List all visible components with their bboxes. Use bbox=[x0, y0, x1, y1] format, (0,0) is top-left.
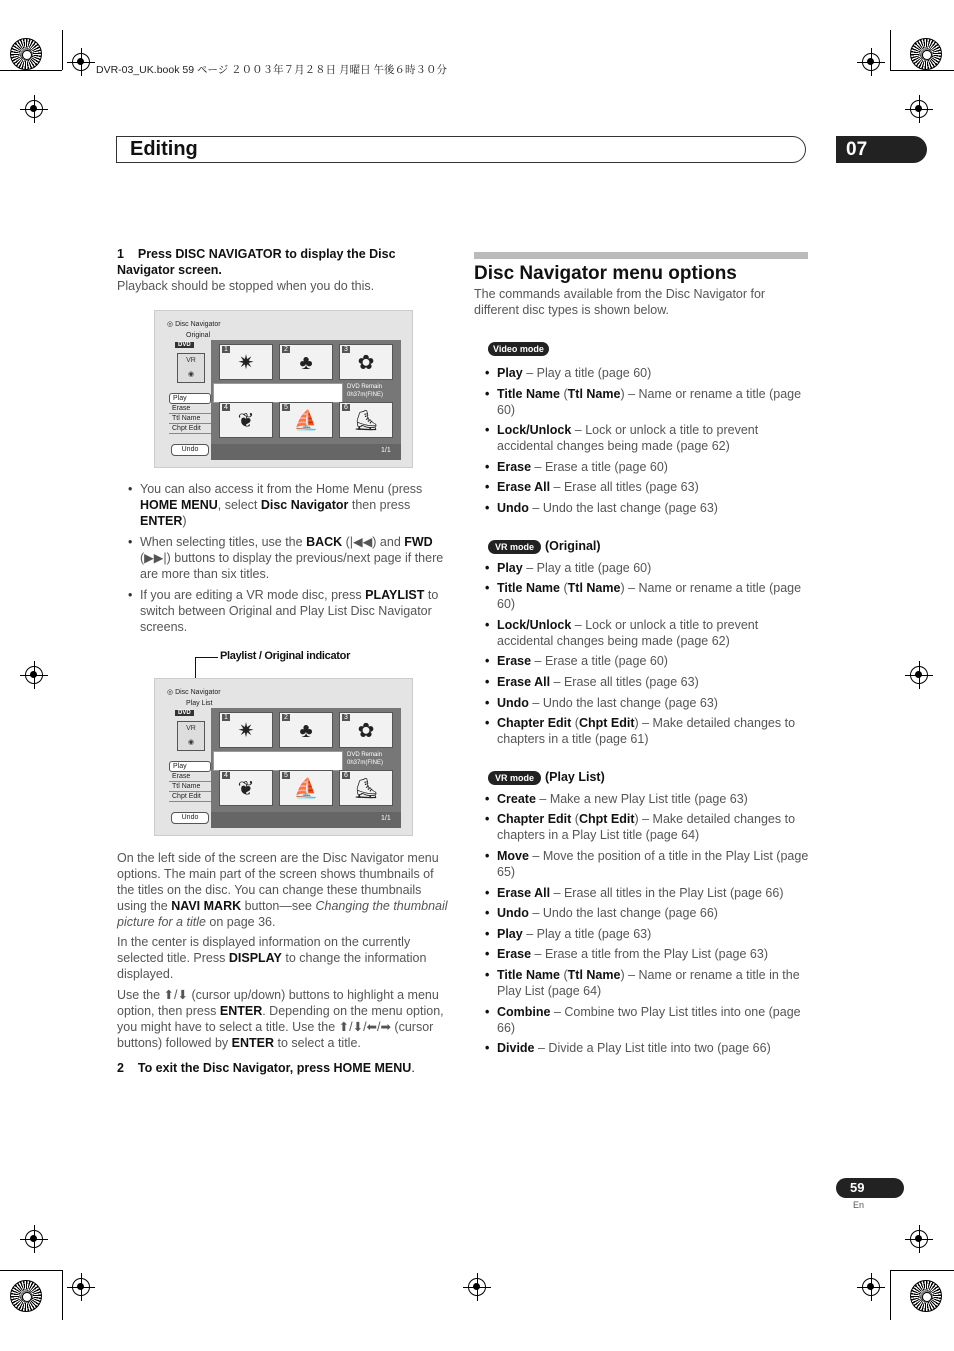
step-2 bbox=[117, 1060, 457, 1076]
menu-option-item bbox=[485, 1040, 809, 1056]
thumb-number: 5 bbox=[284, 772, 288, 779]
option-description: – Erase all titles (page 63) bbox=[550, 480, 699, 494]
option-text: ( bbox=[571, 812, 579, 826]
menu-option-item bbox=[485, 715, 809, 747]
option-name: Erase All bbox=[497, 886, 551, 900]
dvd-remain-label: DVD Remain bbox=[347, 752, 383, 758]
sailboat-icon: ⛵ bbox=[293, 410, 319, 432]
dvd-remain bbox=[347, 751, 383, 767]
option-description: ) – Make detailed changes to chapters in a Play List title (page 64) bbox=[497, 812, 796, 842]
option-description: – Erase a title (page 60) bbox=[531, 654, 668, 668]
menu-erase[interactable]: Erase bbox=[169, 404, 211, 414]
option-description: – Undo the last change (page 63) bbox=[528, 501, 718, 515]
option-short-name: Ttl Name bbox=[567, 968, 621, 982]
menu-option-item bbox=[485, 946, 809, 962]
crop-mark bbox=[890, 30, 891, 70]
option-name: Undo bbox=[497, 696, 529, 710]
step-1-line1: Press DISC NAVIGATOR to display the Disc bbox=[137, 247, 396, 261]
bullet-dot: • bbox=[485, 927, 490, 941]
option-description: – Make a new Play List title (page 63) bbox=[535, 792, 748, 806]
bullet-dot: • bbox=[485, 696, 490, 710]
para-bold: ENTER bbox=[219, 1004, 263, 1018]
screen-title bbox=[167, 688, 221, 696]
menu-option-item bbox=[485, 386, 809, 418]
callout-line bbox=[195, 657, 218, 658]
option-description: – Erase all titles (page 63) bbox=[550, 675, 699, 689]
option-name: Title Name bbox=[497, 387, 560, 401]
menu-option-item bbox=[485, 580, 809, 612]
bullet-dot: • bbox=[485, 886, 490, 900]
option-description: – Move the position of a title in the Play List (page 65) bbox=[497, 849, 809, 879]
bullet-dot: • bbox=[485, 366, 490, 380]
option-name: Erase bbox=[497, 654, 532, 668]
section-heading: Disc Navigator menu options bbox=[474, 263, 737, 284]
title-info-box bbox=[213, 383, 343, 403]
crop-mark bbox=[890, 1270, 891, 1320]
para-bold: NAVI MARK bbox=[171, 899, 242, 913]
para-text: In the center is displayed information on the currently selected title. Press bbox=[117, 935, 411, 965]
vr-playlist-label: (Play List) bbox=[545, 770, 605, 784]
mode-indicator: Play List bbox=[186, 700, 213, 707]
bullet-dot: • bbox=[485, 460, 490, 474]
menu-option-item bbox=[485, 885, 809, 901]
bullet-bold: BACK bbox=[306, 535, 343, 549]
registration-mark-icon bbox=[72, 1278, 90, 1296]
menu-option-item bbox=[485, 617, 809, 649]
bullet-dot: • bbox=[485, 423, 490, 437]
leaf-icon: ✷ bbox=[237, 352, 255, 374]
thumb-number: 1 bbox=[224, 714, 228, 721]
registration-mark-icon bbox=[468, 1278, 486, 1296]
thumbnail-area bbox=[211, 708, 401, 812]
dvd-remain bbox=[347, 383, 383, 399]
bullet-text: , select bbox=[217, 498, 261, 512]
bullet-dot: • bbox=[485, 849, 490, 863]
title-thumbnail[interactable] bbox=[279, 712, 333, 748]
bird-icon: ❦ bbox=[237, 778, 255, 800]
color-registration-icon bbox=[10, 1280, 42, 1312]
thumb-number: 1 bbox=[224, 346, 228, 353]
title-thumbnail[interactable] bbox=[339, 402, 393, 438]
option-text: ( bbox=[571, 716, 579, 730]
bullet-bold: Disc Navigator bbox=[260, 498, 349, 512]
option-name: Combine bbox=[497, 1005, 551, 1019]
thumb-number: 6 bbox=[344, 772, 348, 779]
crop-mark bbox=[62, 1270, 63, 1320]
option-description: ) – Name or rename a title (page 60) bbox=[497, 387, 802, 417]
disc-type-icon: VR ◉ bbox=[177, 353, 205, 383]
bullet-item bbox=[128, 587, 450, 635]
skater-icon: ⛸ bbox=[353, 410, 379, 432]
thumb-number: 4 bbox=[224, 772, 228, 779]
undo-button[interactable]: Undo bbox=[171, 444, 209, 456]
bullet-dot: • bbox=[485, 792, 490, 806]
title-thumbnail[interactable] bbox=[279, 770, 333, 806]
menu-option-item bbox=[485, 365, 809, 381]
menu-option-item bbox=[485, 905, 809, 921]
option-short-name: Chpt Edit bbox=[578, 812, 635, 826]
option-name: Create bbox=[497, 792, 536, 806]
vr-mode-tag: VR mode bbox=[488, 540, 541, 554]
option-description: – Undo the last change (page 66) bbox=[528, 906, 718, 920]
tree-icon: ♣ bbox=[299, 720, 313, 742]
bullet-dot: • bbox=[485, 716, 490, 730]
crop-mark bbox=[890, 1270, 954, 1271]
menu-option-item bbox=[485, 560, 809, 576]
para-bold: ENTER bbox=[231, 1036, 275, 1050]
menu-option-item bbox=[485, 811, 809, 843]
thumb-number: 4 bbox=[224, 404, 228, 411]
menu-option-item bbox=[485, 653, 809, 669]
option-name: Divide bbox=[497, 1041, 535, 1055]
title-info-box bbox=[213, 751, 343, 771]
para-bold: DISPLAY bbox=[228, 951, 282, 965]
registration-mark-icon bbox=[862, 1278, 880, 1296]
thumb-number: 3 bbox=[344, 346, 348, 353]
option-name: Undo bbox=[497, 501, 529, 515]
disc-icon: ◎ bbox=[167, 689, 176, 696]
bullet-dot: • bbox=[485, 906, 490, 920]
para-text: to change the information displayed. bbox=[117, 951, 427, 981]
bottom-bar bbox=[211, 812, 401, 828]
title-thumbnail[interactable] bbox=[219, 770, 273, 806]
option-description: – Lock or unlock a title to prevent accidental changes being made (page 62) bbox=[497, 618, 759, 648]
option-name: Play bbox=[497, 561, 523, 575]
bullet-dot: • bbox=[485, 387, 490, 401]
menu-option-item bbox=[485, 459, 809, 475]
option-name: Chapter Edit bbox=[497, 716, 572, 730]
menu-erase[interactable]: Erase bbox=[169, 772, 211, 782]
screen-title-text: Disc Navigator bbox=[175, 689, 221, 696]
bullet-text: When selecting titles, use the bbox=[140, 535, 307, 549]
menu-title-name[interactable]: Ttl Name bbox=[169, 414, 211, 424]
option-name: Erase All bbox=[497, 675, 551, 689]
bullet-text: to switch between Original and Play List Disc Navigator screens. bbox=[140, 588, 439, 634]
option-name: Lock/Unlock bbox=[497, 423, 572, 437]
bullet-bold: PLAYLIST bbox=[365, 588, 425, 602]
section-intro: The commands available from the Disc Navigator for different disc types is shown below. bbox=[474, 287, 766, 317]
option-description: – Undo the last change (page 63) bbox=[528, 696, 718, 710]
disc-type-icon: VR ◉ bbox=[177, 721, 205, 751]
mode-indicator: Original bbox=[186, 332, 211, 339]
bullet-dot: • bbox=[485, 1005, 490, 1019]
print-header: DVR-03_UK.book 59 ページ ２００３年７月２８日 月曜日 午後６時３０分 bbox=[96, 64, 448, 76]
language-label: En bbox=[853, 1200, 865, 1210]
menu-title-name[interactable]: Ttl Name bbox=[169, 782, 211, 792]
option-description: – Divide a Play List title into two (page 66) bbox=[534, 1041, 771, 1055]
para-text: to select a title. bbox=[274, 1036, 361, 1050]
skater-icon: ⛸ bbox=[353, 778, 379, 800]
menu-option-item bbox=[485, 422, 809, 454]
option-description: – Play a title (page 60) bbox=[522, 561, 652, 575]
step-2-text: To exit the Disc Navigator, press HOME MENU bbox=[137, 1061, 412, 1075]
bird-icon: ❦ bbox=[237, 410, 255, 432]
step-2-end: . bbox=[411, 1061, 415, 1075]
bullet-dot: • bbox=[128, 535, 133, 549]
registration-mark-icon bbox=[72, 53, 90, 71]
registration-mark-icon bbox=[910, 666, 928, 684]
option-short-name: Ttl Name bbox=[567, 581, 621, 595]
option-description: – Lock or unlock a title to prevent accidental changes being made (page 62) bbox=[497, 423, 759, 453]
bullet-dot: • bbox=[485, 947, 490, 961]
menu-option-item bbox=[485, 695, 809, 711]
option-description: – Erase all titles in the Play List (page 66) bbox=[550, 886, 784, 900]
bullet-dot: • bbox=[485, 968, 490, 982]
screen-title bbox=[167, 320, 221, 328]
option-text: ( bbox=[560, 387, 568, 401]
menu-option-item bbox=[485, 791, 809, 807]
color-registration-icon bbox=[910, 1280, 942, 1312]
bullet-item bbox=[128, 481, 450, 529]
step-number: 1 bbox=[117, 247, 124, 261]
undo-button[interactable]: Undo bbox=[171, 812, 209, 824]
disc-navigator-screen-original bbox=[154, 310, 413, 468]
title-thumbnail[interactable] bbox=[339, 344, 393, 380]
option-description: ) – Make detailed changes to chapters in a title (page 61) bbox=[497, 716, 796, 746]
option-name: Play bbox=[497, 366, 523, 380]
option-name: Erase bbox=[497, 947, 532, 961]
playlist-indicator-callout: Playlist / Original indicator bbox=[220, 650, 351, 662]
option-description: – Erase a title (page 60) bbox=[531, 460, 668, 474]
paragraph-menu-options bbox=[117, 850, 450, 930]
bullet-text: You can also access it from the Home Menu (press bbox=[140, 482, 423, 496]
registration-mark-icon bbox=[25, 666, 43, 684]
crop-mark bbox=[0, 1270, 62, 1271]
dvd-remain-value: 0h37m(FINE) bbox=[347, 760, 384, 766]
para-text: . Depending on the menu option, you might have to select a title. Use the ⬆/⬇/⬅/➡ (cursor buttons) followed by bbox=[117, 1004, 444, 1050]
bullet-text: ) bbox=[182, 514, 187, 528]
step-1 bbox=[117, 246, 437, 278]
bullet-text: If you are editing a VR mode disc, press bbox=[140, 588, 366, 602]
menu-option-item bbox=[485, 1004, 809, 1036]
option-name: Erase bbox=[497, 460, 532, 474]
option-name: Lock/Unlock bbox=[497, 618, 572, 632]
bullet-dot: • bbox=[485, 480, 490, 494]
option-name: Title Name bbox=[497, 968, 560, 982]
title-thumbnail[interactable] bbox=[339, 712, 393, 748]
thumb-number: 2 bbox=[284, 346, 288, 353]
screen-title-text: Disc Navigator bbox=[175, 321, 221, 328]
bullet-bold: FWD bbox=[404, 535, 433, 549]
crop-mark bbox=[0, 70, 62, 71]
page-number-badge: 59 bbox=[836, 1178, 904, 1198]
crop-mark bbox=[62, 30, 63, 70]
bullet-dot: • bbox=[128, 588, 133, 602]
registration-mark-icon bbox=[910, 1230, 928, 1248]
title-thumbnail[interactable] bbox=[219, 344, 273, 380]
bullet-bold: HOME MENU bbox=[140, 498, 218, 512]
section-header-bar bbox=[116, 136, 806, 163]
option-text: ( bbox=[560, 581, 568, 595]
thumb-number: 3 bbox=[344, 714, 348, 721]
para-text: On the left side of the screen are the Disc Navigator menu options. The main part of the screen shows thumbnails of the titles on the disc. You can change these thumbnails using the bbox=[117, 851, 439, 913]
menu-option-item bbox=[485, 926, 809, 942]
paragraph-center-info bbox=[117, 934, 450, 982]
title-thumbnail[interactable] bbox=[219, 712, 273, 748]
disc-icon: ◎ bbox=[167, 321, 176, 328]
bullet-dot: • bbox=[485, 618, 490, 632]
menu-option-item bbox=[485, 674, 809, 690]
dvd-logo: DVD bbox=[175, 710, 194, 716]
bullet-dot: • bbox=[485, 561, 490, 575]
vr-original-label: (Original) bbox=[545, 539, 601, 553]
dvd-logo: DVD bbox=[175, 342, 194, 348]
sailboat-icon: ⛵ bbox=[293, 778, 319, 800]
color-registration-icon bbox=[10, 38, 42, 70]
menu-chapter-edit[interactable]: Chpt Edit bbox=[169, 424, 211, 434]
option-text: ( bbox=[560, 968, 568, 982]
chapter-number-badge: 07 bbox=[836, 136, 927, 163]
video-mode-tag: Video mode bbox=[488, 342, 549, 356]
navigator-menu bbox=[169, 761, 211, 802]
dvd-remain-label: DVD Remain bbox=[347, 384, 383, 390]
bullet-item bbox=[128, 534, 450, 582]
menu-play[interactable]: Play bbox=[169, 393, 211, 404]
menu-play[interactable]: Play bbox=[169, 761, 211, 772]
option-name: Move bbox=[497, 849, 529, 863]
bullet-dot: • bbox=[485, 654, 490, 668]
vr-mode-tag: VR mode bbox=[488, 771, 541, 785]
menu-option-item bbox=[485, 848, 809, 880]
registration-mark-icon bbox=[25, 1230, 43, 1248]
section-title: Editing bbox=[130, 138, 198, 160]
bullet-dot: • bbox=[485, 675, 490, 689]
dvd-remain-value: 0h37m(FINE) bbox=[347, 392, 384, 398]
step-1-line2: Navigator screen. bbox=[117, 263, 222, 277]
bullet-dot: • bbox=[485, 581, 490, 595]
page-indicator: 1/1 bbox=[381, 815, 391, 822]
bullet-dot: • bbox=[485, 812, 490, 826]
registration-mark-icon bbox=[910, 100, 928, 118]
thumb-number: 2 bbox=[284, 714, 288, 721]
title-thumbnail[interactable] bbox=[279, 344, 333, 380]
option-short-name: Ttl Name bbox=[567, 387, 621, 401]
option-name: Title Name bbox=[497, 581, 560, 595]
navigator-menu bbox=[169, 393, 211, 434]
para-italic: Changing the thumbnail picture for a title bbox=[117, 899, 448, 929]
option-description: – Erase a title from the Play List (page 63) bbox=[531, 947, 768, 961]
option-description: – Play a title (page 60) bbox=[522, 366, 652, 380]
thumbnail-area bbox=[211, 340, 401, 444]
option-description: – Play a title (page 63) bbox=[522, 927, 652, 941]
option-name: Undo bbox=[497, 906, 529, 920]
disc-navigator-screen-playlist bbox=[154, 678, 413, 836]
bullet-text: then press bbox=[348, 498, 411, 512]
registration-mark-icon bbox=[862, 53, 880, 71]
bullet-text: (|◀◀) and bbox=[342, 535, 405, 549]
option-description: ) – Name or rename a title in the Play List (page 64) bbox=[497, 968, 800, 998]
option-short-name: Chpt Edit bbox=[578, 716, 635, 730]
title-thumbnail[interactable] bbox=[279, 402, 333, 438]
bullet-bold: ENTER bbox=[140, 514, 183, 528]
menu-chapter-edit[interactable]: Chpt Edit bbox=[169, 792, 211, 802]
step-1-note: Playback should be stopped when you do this. bbox=[117, 279, 375, 293]
thumb-number: 5 bbox=[284, 404, 288, 411]
page-indicator: 1/1 bbox=[381, 447, 391, 454]
step-number: 2 bbox=[117, 1061, 124, 1075]
option-name: Chapter Edit bbox=[497, 812, 572, 826]
option-name: Play bbox=[497, 927, 523, 941]
tree-icon: ♣ bbox=[299, 352, 313, 374]
crop-mark bbox=[890, 70, 954, 71]
color-registration-icon bbox=[910, 38, 942, 70]
registration-mark-icon bbox=[25, 100, 43, 118]
paragraph-cursor bbox=[117, 987, 450, 1051]
para-text: Use the ⬆/⬇ (cursor up/down) buttons to highlight a menu option, then press bbox=[117, 988, 439, 1018]
bottom-bar bbox=[211, 444, 401, 460]
bullet-text: (▶▶|) buttons to display the previous/next page if there are more than six titles. bbox=[140, 551, 444, 581]
leaf-icon: ✷ bbox=[237, 720, 255, 742]
bullet-dot: • bbox=[485, 501, 490, 515]
menu-option-item bbox=[485, 500, 809, 516]
menu-option-item bbox=[485, 967, 809, 999]
bullet-dot: • bbox=[128, 482, 133, 496]
option-description: – Combine two Play List titles into one (page 66) bbox=[497, 1005, 801, 1035]
menu-option-item bbox=[485, 479, 809, 495]
flower-icon: ✿ bbox=[357, 720, 375, 742]
title-thumbnail[interactable] bbox=[219, 402, 273, 438]
thumb-number: 6 bbox=[344, 404, 348, 411]
option-name: Erase All bbox=[497, 480, 551, 494]
title-thumbnail[interactable] bbox=[339, 770, 393, 806]
para-text: button—see bbox=[241, 899, 316, 913]
section-divider-bar bbox=[474, 252, 808, 259]
para-text: on page 36. bbox=[205, 915, 276, 929]
bullet-dot: • bbox=[485, 1041, 490, 1055]
flower-icon: ✿ bbox=[357, 352, 375, 374]
option-description: ) – Name or rename a title (page 60) bbox=[497, 581, 802, 611]
